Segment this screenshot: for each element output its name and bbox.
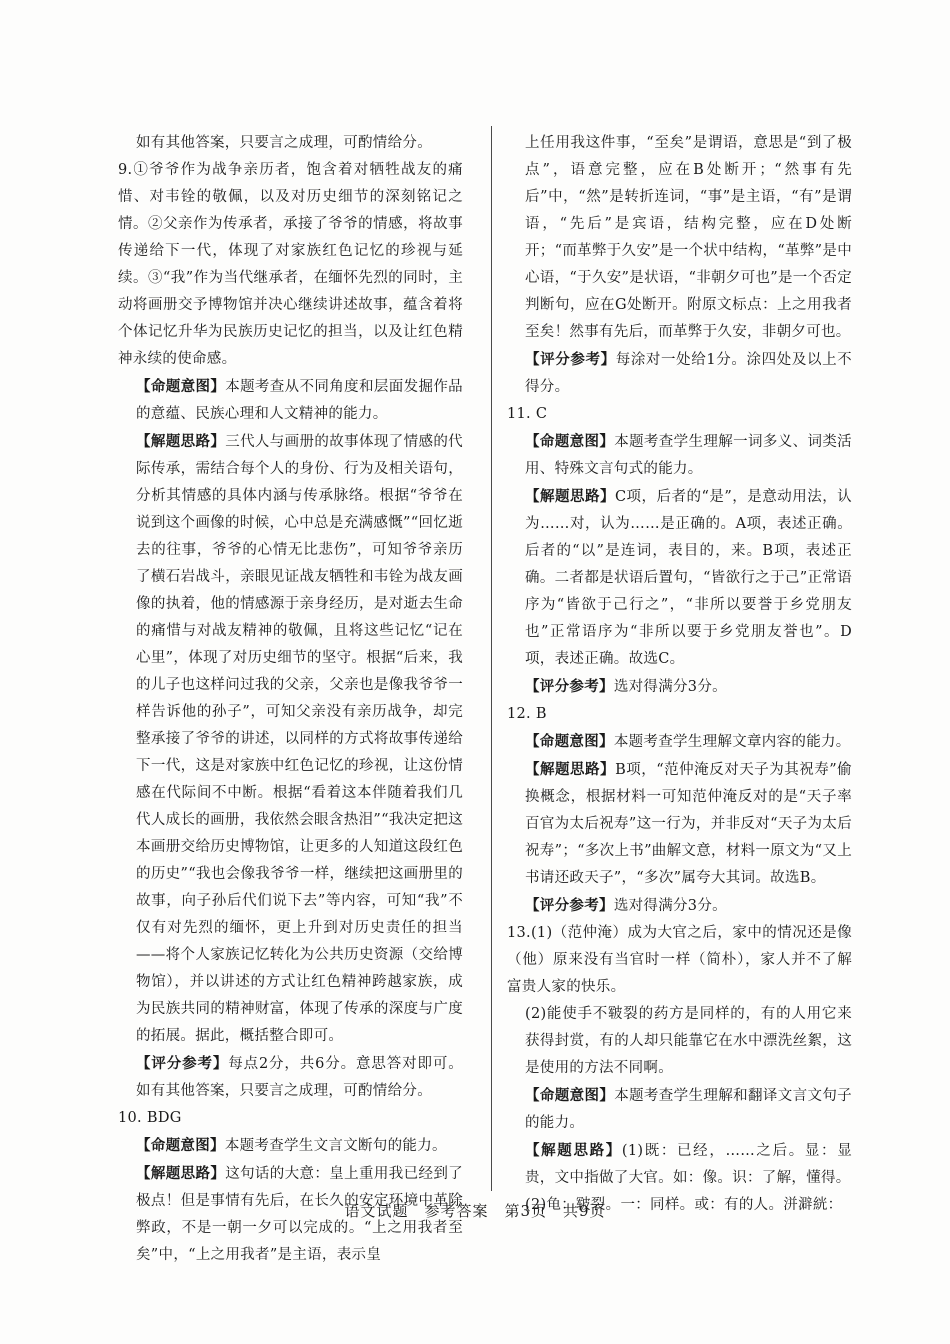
question-12-score xyxy=(507,892,852,920)
question-9-answer xyxy=(118,157,463,373)
question-10-intent xyxy=(118,1132,463,1160)
answer-text: BDG xyxy=(146,1110,182,1126)
question-13-answer-1 xyxy=(507,920,852,1001)
idea-text: (1)既：已经，……之后。显：显贵，文中指做了大官。如：像。识：了解，懂得。 xyxy=(525,1143,852,1186)
question-11-answer xyxy=(507,401,852,428)
idea-label: 【解题思路】 xyxy=(525,1142,622,1159)
answer-text: ①爷爷作为战争亲历者，饱含着对牺牲战友的痛惜、对韦铨的敬佩，以及对历史细节的深刻铭记之情。②父亲作为传承者，承接了爷爷的情感，将故事传递给下一代，体现了对家族红色记忆的珍视与延续。③“我”作为当代继承者，在缅怀先烈的同时，主动将画册交予博物馆并决心继续讲述故事，蕴含着将个体记忆升华为民族历史记忆的担当，以及让红色精神永续的使命感。 xyxy=(118,162,463,367)
score-label: 【评分参考】 xyxy=(525,678,614,695)
question-10-score xyxy=(507,346,852,401)
question-9-intent xyxy=(118,373,463,428)
intent-label: 【命题意图】 xyxy=(525,733,614,750)
intent-text: 本题考查从不同角度和层面发掘作品的意蕴、民族心理和人文精神的能力。 xyxy=(136,379,463,422)
idea-text: 三代人与画册的故事体现了情感的代际传承，需结合每个人的身份、行为及相关语句，分析其情感的具体内涵与传承脉络。根据“爷爷在说到这个画像的时候，心中总是充满感慨”“回忆逝去的往事，爷爷的心情无比悲伤”，可知爷爷亲历了横石岩战斗，亲眼见证战友牺牲和韦铨为战友画像的执着，他的情感源于亲身经历，是对逝去生命的痛惜与对战友精神的敬佩，且将这些记忆“记在心里”，体现了对历史细节的坚守。根据“后来，我的儿子也这样问过我的父亲，父亲也是像我爷爷一样告诉他的孙子”，可知父亲没有亲历战争，却完整承接了爷爷的讲述，以同样的方式将故事传递给下一代，这是对家族中红色记忆的珍视，让这份情感在代际间不中断。根据“看着这本伴随着我们几代人成长的画册，我依然会眼含热泪”“我决定把这本画册交给历史博物馆，让更多的人知道这段红色的历史”“我也会像我爷爷一样，继续把这画册里的故事，向子孙后代们说下去”等内容，可知“我”不仅有对先烈的缅怀，更上升到对历史责任的担当——将个人家族记忆转化为公共历史资源（交给博物馆），并以讲述的方式让红色精神跨越家族，成为民族共同的精神财富，体现了传承的深度与广度的拓展。据此，概括整合即可。 xyxy=(136,434,463,1044)
question-11-score xyxy=(507,673,852,701)
question-12-idea xyxy=(507,756,852,892)
intent-text: 本题考查学生文言文断句的能力。 xyxy=(224,1138,447,1154)
score-text: 每涂对一处给1分。涂四处及以上不得分。 xyxy=(525,352,852,395)
score-text: 选对得满分3分。 xyxy=(613,898,727,914)
intent-label: 【命题意图】 xyxy=(525,1087,615,1104)
idea-text: B项，“范仲淹反对天子为其祝寿”偷换概念，根据材料一可知范仲淹反对的是“天子率百官为太后祝寿”这一行为，并非反对“天子为太后祝寿”；“多次上书”曲解文意，材料一原文为“又上书请还政天子”，“多次”属夸大其词。故选B。 xyxy=(525,762,852,886)
score-text: 每点2分，共6分。意思答对即可。如有其他答案，只要言之成理，可酌情给分。 xyxy=(136,1056,463,1099)
question-13-answer-2: (2)能使手不皲裂的药方是同样的，有的人用它来获得封赏，有的人却只能靠它在水中漂洗丝絮，这是使用的方法不同啊。 xyxy=(525,1006,852,1076)
idea-label: 【解题思路】 xyxy=(525,488,615,505)
score-text: 选对得满分3分。 xyxy=(613,679,727,695)
column-divider xyxy=(491,126,492,1191)
question-11-intent xyxy=(507,428,852,483)
idea-label: 【解题思路】 xyxy=(136,433,226,450)
question-number: 11. xyxy=(507,406,531,422)
page-footer: 语文试题 参考答案 第3页 共9页 xyxy=(344,1202,606,1220)
question-10-idea-continued: 上任用我这件事，“至矣”是谓语，意思是“到了极点”，语意完整，应在B处断开；“然事有先后”中，“然”是转折连词，“事”是主语，“有”是谓语，“先后”是宾语，结构完整，应在D处断开；“而革弊于久安”是一个状中结构，“革弊”是中心语，“于久安”是状语，“非朝夕可也”是一个否定判断句，应在G处断开。附原文标点：上之用我者至矣！然事有先后，而革弊于久安，非朝夕可也。 xyxy=(525,135,852,340)
question-13-intent xyxy=(507,1082,852,1137)
left-column xyxy=(118,130,463,1269)
question-number: 12. xyxy=(507,706,531,722)
idea-label: 【解题思路】 xyxy=(525,761,616,778)
question-13-idea xyxy=(507,1137,852,1192)
question-9-score xyxy=(118,1050,463,1105)
intent-label: 【命题意图】 xyxy=(136,378,226,395)
question-12-intent xyxy=(507,728,852,756)
question-10-answer xyxy=(118,1105,463,1132)
score-label: 【评分参考】 xyxy=(525,351,616,368)
question-9-idea xyxy=(118,428,463,1050)
question-11-idea xyxy=(507,483,852,673)
question-number: 13. xyxy=(507,925,531,941)
intent-text: 本题考查学生理解文章内容的能力。 xyxy=(613,734,851,750)
intent-label: 【命题意图】 xyxy=(525,433,615,450)
right-column xyxy=(507,130,852,1219)
intent-text: 本题考查学生理解一词多义、词类活用、特殊文言句式的能力。 xyxy=(525,434,852,477)
idea-text: C项，后者的“是”，是意动用法，认为……对，认为……是正确的。A项，表述正确。后者的“以”是连词，表目的，来。B项，表述正确。二者都是状语后置句，“皆欲行之于己”正常语序为“皆欲于己行之”，“非所以要誉于乡党朋友也”正常语序为“非所以要于乡党朋友誉也”。D项，表述正确。故选C。 xyxy=(525,489,852,667)
score-label: 【评分参考】 xyxy=(525,897,614,914)
question-12-answer xyxy=(507,701,852,728)
score-label: 【评分参考】 xyxy=(136,1055,229,1072)
answer-text: C xyxy=(535,406,548,422)
answer-text: B xyxy=(535,706,547,722)
continuation-line: 如有其他答案，只要言之成理，可酌情给分。 xyxy=(136,135,432,151)
question-13-idea-2: (2)龟：皲裂。一：同样。或：有的人。洴澼絖： xyxy=(525,1197,843,1213)
question-number: 10. xyxy=(118,1110,142,1126)
question-number: 9. xyxy=(118,162,133,178)
intent-text: 本题考查学生理解和翻译文言文句子的能力。 xyxy=(525,1088,852,1131)
intent-label: 【命题意图】 xyxy=(136,1137,225,1154)
idea-text: 这句话的大意：皇上重用我已经到了极点！但是事情有先后，在长久的安定环境中革除弊政，不是一朝一夕可以完成的。“上之用我者至矣”中，“上之用我者”是主语，表示皇 xyxy=(136,1166,463,1263)
answer-text: (1)（范仲淹）成为大官之后，家中的情况还是像（他）原来没有当官时一样（简朴），家人并不了解富贵人家的快乐。 xyxy=(507,925,852,995)
idea-label: 【解题思路】 xyxy=(136,1165,226,1182)
